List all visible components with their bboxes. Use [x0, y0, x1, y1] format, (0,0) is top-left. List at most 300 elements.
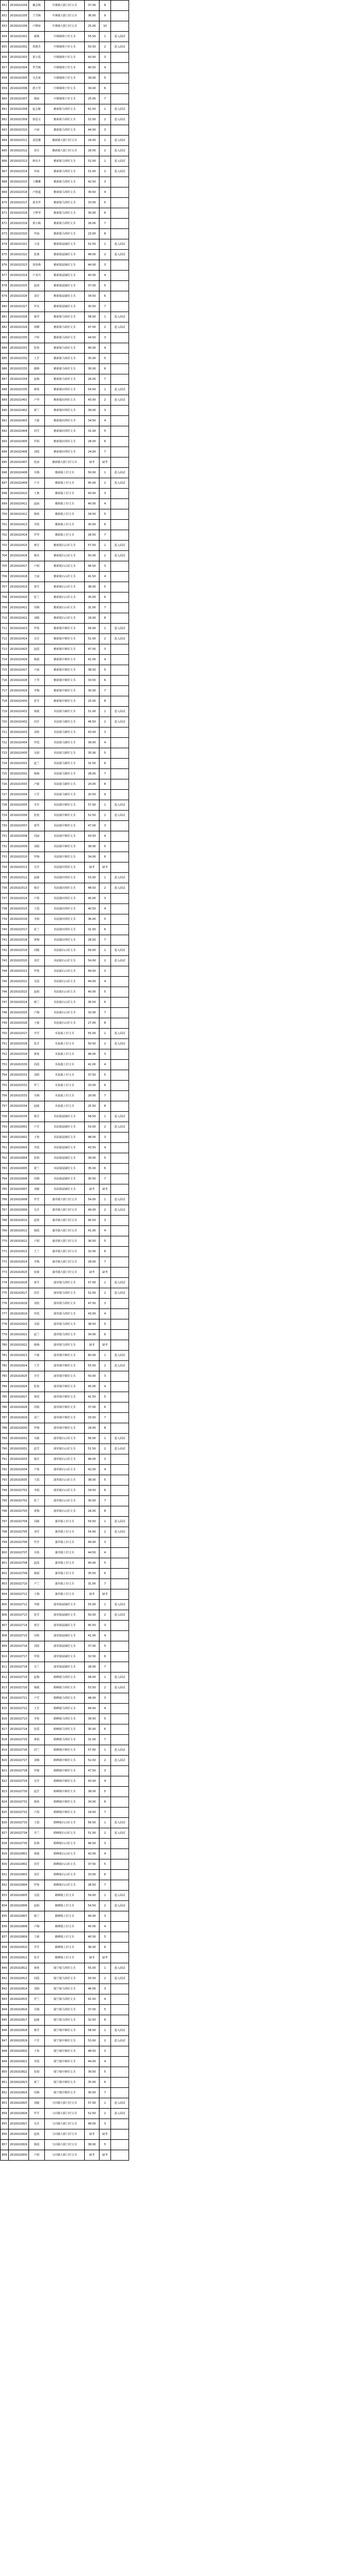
written-score-cell: 48.00: [85, 2119, 100, 2129]
rank-cell: 1: [100, 1195, 111, 1205]
position-name-cell: 乌玛镇大阳门村文书: [45, 2129, 85, 2140]
written-score-cell: 58.00: [85, 312, 100, 322]
written-score-cell: 50.00: [85, 551, 100, 561]
row-number-cell: 700: [1, 509, 9, 520]
row-number-cell: 723: [1, 748, 9, 759]
table-row: [1, 457, 129, 468]
row-number-cell: 809: [1, 1641, 9, 1652]
exam-number-cell: 2019102714: [9, 1621, 29, 1631]
rank-cell: 3: [100, 1216, 111, 1226]
written-score-cell: 50.00: [85, 1371, 100, 1382]
exam-number-cell: 2019102411: [9, 499, 29, 509]
exam-number-cell: 2019102730: [9, 1787, 29, 1797]
rank-cell: 6: [100, 1569, 111, 1579]
row-number-cell: 757: [1, 1101, 9, 1112]
table-row: [1, 2109, 129, 2119]
rank-cell: 6: [100, 1164, 111, 1174]
remark-cell: 进入面试: [111, 624, 129, 634]
remark-cell: [111, 509, 129, 520]
position-name-cell: 雅新镇石山村文书: [45, 603, 85, 613]
rank-cell: 3: [100, 1299, 111, 1309]
position-name-cell: 镇宁镇中寨村文书: [45, 2078, 85, 2088]
written-score-cell: 33.50: [85, 1413, 100, 1423]
table-row: [1, 11, 129, 21]
exam-number-cell: 2019102415: [9, 541, 29, 551]
rank-cell: 2: [100, 42, 111, 52]
position-name-cell: 蒲草镇马坝村文书: [45, 1319, 85, 1330]
written-score-cell: 36.50: [85, 1236, 100, 1247]
remark-cell: [111, 1984, 129, 1994]
position-name-cell: 雅新镇马坝村文书: [45, 208, 85, 219]
written-score-cell: 42.00: [85, 1465, 100, 1475]
row-number-cell: 758: [1, 1112, 9, 1122]
position-name-cell: 禾驮镇田坝村文书: [45, 904, 85, 914]
written-score-cell: 55.00: [85, 1963, 100, 1974]
written-score-cell: 36.00: [85, 914, 100, 925]
exam-number-cell: 2019102319: [9, 219, 29, 229]
remark-cell: [111, 831, 129, 842]
exam-number-cell: 2019102502: [9, 769, 29, 779]
position-name-cell: 禾驮镇马寨村文书: [45, 790, 85, 800]
remark-cell: [111, 1496, 129, 1506]
candidate-name-cell: 杨梅: [29, 1340, 45, 1351]
rank-cell: 2: [100, 1683, 111, 1693]
remark-cell: [111, 852, 129, 862]
row-number-cell: 793: [1, 1475, 9, 1486]
exam-number-cell: 2019102305: [9, 73, 29, 84]
exam-number-cell: 2019102510: [9, 852, 29, 862]
remark-cell: [111, 655, 129, 665]
remark-cell: [111, 520, 129, 530]
exam-number-cell: 2019102507: [9, 821, 29, 831]
remark-cell: [111, 914, 129, 925]
table-row: [1, 1569, 129, 1579]
remark-cell: [111, 1475, 129, 1486]
exam-number-cell: 2019102423: [9, 624, 29, 634]
remark-cell: [111, 1070, 129, 1081]
rank-cell: 3: [100, 1839, 111, 1849]
exam-number-cell: 2019102625: [9, 1371, 29, 1382]
table-row: [1, 1714, 129, 1724]
rank-cell: 1: [100, 707, 111, 717]
position-name-cell: 蒲草镇石山村文书: [45, 1444, 85, 1454]
position-name-cell: 雅新镇翁铺村文书: [45, 250, 85, 260]
row-number-cell: 817: [1, 1724, 9, 1735]
exam-number-cell: 2019102735: [9, 1839, 29, 1849]
position-name-cell: 禾驮镇田坝村文书: [45, 873, 85, 883]
written-score-cell: 57.00: [85, 2098, 100, 2109]
written-score-cell: 44.00: [85, 1704, 100, 1714]
row-number-cell: 732: [1, 842, 9, 852]
candidate-name-cell: 王艳: [29, 2046, 45, 2057]
position-name-cell: 雅新镇翁铺村文书: [45, 260, 85, 271]
rank-cell: 3: [100, 1911, 111, 1922]
exam-number-cell: 2019102628: [9, 1403, 29, 1413]
written-score-cell: 32.50: [85, 2015, 100, 2026]
table-row: [1, 1423, 129, 1434]
table-row: [1, 2088, 129, 2098]
rank-cell: 7: [100, 1880, 111, 1891]
written-score-cell: 34.00: [85, 852, 100, 862]
written-score-cell: 51.00: [85, 634, 100, 644]
row-number-cell: 715: [1, 665, 9, 676]
remark-cell: 进入面试: [111, 1039, 129, 1049]
candidate-name-cell: 张敏: [29, 1268, 45, 1278]
candidate-name-cell: 罗芳: [29, 1538, 45, 1548]
exam-number-cell: 2019102417: [9, 561, 29, 572]
row-number-cell: 823: [1, 1787, 9, 1797]
candidate-name-cell: 张霞: [29, 1724, 45, 1735]
written-score-cell: 35.00: [85, 1164, 100, 1174]
rank-cell: 8: [100, 1506, 111, 1517]
rank-cell: 7: [100, 769, 111, 779]
remark-cell: [111, 302, 129, 312]
exam-number-cell: 2019102514: [9, 894, 29, 904]
row-number-cell: 848: [1, 2046, 9, 2057]
candidate-name-cell: 赵雨: [29, 281, 45, 291]
table-row: [1, 1932, 129, 1943]
rank-cell: 2: [100, 956, 111, 966]
exam-number-cell: 2019102635: [9, 1475, 29, 1486]
position-name-cell: 禾驮镇马寨村文书: [45, 759, 85, 769]
rank-cell: 缺考: [100, 2129, 111, 2140]
position-name-cell: 禾驮镇石山村文书: [45, 1018, 85, 1029]
exam-number-cell: 2019102302: [9, 42, 29, 52]
exam-number-cell: 2019102802: [9, 1859, 29, 1870]
row-number-cell: 784: [1, 1382, 9, 1392]
row-number-cell: 858: [1, 2150, 9, 2161]
rank-cell: 1: [100, 1891, 111, 1901]
remark-cell: [111, 1413, 129, 1423]
table-row: [1, 1818, 129, 1828]
written-score-cell: 51.00: [85, 1828, 100, 1839]
position-name-cell: 镇宁镇马坝村文书: [45, 2015, 85, 2026]
written-score-cell: 59.00: [85, 946, 100, 956]
candidate-name-cell: 周娟: [29, 1403, 45, 1413]
rank-cell: 4: [100, 416, 111, 426]
remark-cell: [111, 1569, 129, 1579]
candidate-name-cell: 刘兰: [29, 1413, 45, 1423]
candidate-name-cell: 李梅: [29, 1257, 45, 1268]
row-number-cell: 821: [1, 1766, 9, 1776]
written-score-cell: 57.50: [85, 541, 100, 551]
written-score-cell: 45.50: [85, 1621, 100, 1631]
rank-cell: 缺考: [100, 1589, 111, 1600]
remark-cell: 进入面试: [111, 1434, 129, 1444]
written-score-cell: 29.00: [85, 1423, 100, 1434]
written-score-cell: 37.00: [85, 1641, 100, 1652]
table-row: [1, 354, 129, 364]
rank-cell: 5: [100, 2067, 111, 2078]
candidate-name-cell: 赵娟: [29, 1901, 45, 1911]
table-row: [1, 167, 129, 177]
row-number-cell: 678: [1, 281, 9, 291]
exam-number-cell: 2019102522: [9, 977, 29, 987]
written-score-cell: 52.50: [85, 2109, 100, 2119]
row-number-cell: 720: [1, 717, 9, 727]
rank-cell: 7: [100, 530, 111, 541]
remark-cell: 进入面试: [111, 883, 129, 894]
exam-number-cell: 2019102434: [9, 738, 29, 748]
table-row: [1, 779, 129, 790]
remark-cell: 进入面试: [111, 1683, 129, 1693]
rank-cell: 6: [100, 592, 111, 603]
table-row: [1, 582, 129, 592]
written-score-cell: 55.00: [85, 1600, 100, 1610]
written-score-cell: 39.00: [85, 406, 100, 416]
exam-number-cell: 2019102307: [9, 94, 29, 104]
candidate-name-cell: 卢雪: [29, 1693, 45, 1704]
rank-cell: 2: [100, 1205, 111, 1216]
written-score-cell: 30.50: [85, 302, 100, 312]
exam-number-cell: 2019102827: [9, 2119, 29, 2129]
remark-cell: 进入面试: [111, 1444, 129, 1454]
row-number-cell: 753: [1, 1060, 9, 1070]
remark-cell: [111, 1299, 129, 1309]
written-score-cell: 36.00: [85, 11, 100, 21]
table-row: [1, 1434, 129, 1444]
remark-cell: [111, 1693, 129, 1704]
position-name-cell: 禾驮镇中寨村文书: [45, 842, 85, 852]
rank-cell: 4: [100, 63, 111, 73]
rank-cell: 4: [100, 1704, 111, 1714]
remark-cell: [111, 94, 129, 104]
rank-cell: 4: [100, 1465, 111, 1475]
table-row: [1, 1641, 129, 1652]
exam-number-cell: 2019102416: [9, 551, 29, 561]
rank-cell: 1: [100, 239, 111, 250]
position-name-cell: 蒲草镇石山村文书: [45, 1434, 85, 1444]
position-name-cell: 雅新镇翁铺村文书: [45, 291, 85, 302]
position-name-cell: 雅新镇中寨村文书: [45, 634, 85, 644]
position-name-cell: 鹤峰镇马坝村文书: [45, 1673, 85, 1683]
rank-cell: 缺考: [100, 2150, 111, 2161]
remark-cell: 进入面试: [111, 946, 129, 956]
written-score-cell: 43.00: [85, 1309, 100, 1319]
row-number-cell: 669: [1, 187, 9, 198]
remark-cell: [111, 1776, 129, 1787]
position-name-cell: 蒲草镇上村文书: [45, 1517, 85, 1527]
remark-cell: [111, 1454, 129, 1465]
rank-cell: 5: [100, 1558, 111, 1569]
remark-cell: [111, 63, 129, 73]
rank-cell: 7: [100, 1735, 111, 1745]
rank-cell: 缺考: [100, 862, 111, 873]
candidate-name-cell: 杨霞: [29, 2140, 45, 2150]
candidate-name-cell: 周梅: [29, 2088, 45, 2098]
position-name-cell: 禾驮镇田坝村文书: [45, 883, 85, 894]
remark-cell: [111, 1922, 129, 1932]
row-number-cell: 673: [1, 229, 9, 239]
rank-cell: 5: [100, 2005, 111, 2015]
table-row: [1, 696, 129, 707]
rank-cell: 5: [100, 1319, 111, 1330]
exam-number-cell: 2019102312: [9, 146, 29, 156]
table-row: [1, 1278, 129, 1288]
exam-number-cell: 2019102518: [9, 935, 29, 946]
position-name-cell: 雅新镇中寨村文书: [45, 644, 85, 655]
exam-number-cell: 2019102403: [9, 416, 29, 426]
candidate-name-cell: 王兰: [29, 1247, 45, 1257]
remark-cell: 进入面试: [111, 1745, 129, 1756]
rank-cell: 3: [100, 1984, 111, 1994]
remark-cell: [111, 2088, 129, 2098]
remark-cell: [111, 177, 129, 187]
row-number-cell: 847: [1, 2036, 9, 2046]
written-score-cell: 25.00: [85, 94, 100, 104]
candidate-name-cell: 张芳: [29, 1039, 45, 1049]
remark-cell: [111, 1132, 129, 1143]
rank-cell: 3: [100, 644, 111, 655]
position-name-cell: 蒲草镇大阳门村文书: [45, 1195, 85, 1205]
exam-number-cell: 2019102818: [9, 2026, 29, 2036]
remark-cell: [111, 406, 129, 416]
written-score-cell: 48.00: [85, 1693, 100, 1704]
row-number-cell: 677: [1, 271, 9, 281]
table-row: [1, 1506, 129, 1517]
written-score-cell: 57.00: [85, 1278, 100, 1288]
table-row: [1, 727, 129, 738]
written-score-cell: 40.00: [85, 343, 100, 354]
position-name-cell: 鹤峰镇中寨村文书: [45, 1756, 85, 1766]
exam-number-cell: 2019102533: [9, 1091, 29, 1101]
exam-number-cell: 2019102722: [9, 1704, 29, 1714]
row-number-cell: 771: [1, 1247, 9, 1257]
rank-cell: 7: [100, 219, 111, 229]
table-row: [1, 717, 129, 727]
row-number-cell: 750: [1, 1029, 9, 1039]
rank-cell: 5: [100, 426, 111, 437]
written-score-cell: 28.50: [85, 530, 100, 541]
table-row: [1, 769, 129, 779]
table-row: [1, 1548, 129, 1558]
row-number-cell: 704: [1, 551, 9, 561]
remark-cell: 进入面试: [111, 1122, 129, 1132]
position-name-cell: 雅新镇上村文书: [45, 499, 85, 509]
exam-number-cell: 2019102820: [9, 2046, 29, 2057]
position-name-cell: 禾驮镇石山村文书: [45, 997, 85, 1008]
candidate-name-cell: 杨艳: [29, 509, 45, 520]
remark-cell: [111, 862, 129, 873]
written-score-cell: 41.50: [85, 1392, 100, 1403]
exam-number-cell: 2019102506: [9, 811, 29, 821]
position-name-cell: 雅新镇马场村文书: [45, 374, 85, 385]
candidate-name-cell: 罗美: [29, 302, 45, 312]
rank-cell: 1: [100, 1351, 111, 1361]
row-number-cell: 850: [1, 2067, 9, 2078]
row-number-cell: 766: [1, 1195, 9, 1205]
rank-cell: 4: [100, 271, 111, 281]
exam-number-cell: 2019102706: [9, 1538, 29, 1548]
candidate-name-cell: 杨梅: [29, 769, 45, 779]
candidate-name-cell: 刘霞: [29, 1641, 45, 1652]
row-number-cell: 692: [1, 426, 9, 437]
candidate-name-cell: 胡柳: [29, 322, 45, 333]
row-number-cell: 851: [1, 2078, 9, 2088]
written-score-cell: 28.50: [85, 935, 100, 946]
row-number-cell: 816: [1, 1714, 9, 1724]
exam-number-cell: 2019102619: [9, 1309, 29, 1319]
written-score-cell: 37.00: [85, 2005, 100, 2015]
table-row: [1, 374, 129, 385]
row-number-cell: 776: [1, 1299, 9, 1309]
row-number-cell: 662: [1, 115, 9, 125]
candidate-name-cell: 谢美: [29, 551, 45, 561]
candidate-name-cell: 赵雪: [29, 1444, 45, 1454]
table-row: [1, 1756, 129, 1766]
remark-cell: 进入面试: [111, 1527, 129, 1538]
row-number-cell: 764: [1, 1174, 9, 1184]
row-number-cell: 739: [1, 914, 9, 925]
row-number-cell: 674: [1, 239, 9, 250]
exam-number-cell: 2019102829: [9, 2140, 29, 2150]
row-number-cell: 681: [1, 312, 9, 322]
rank-cell: 7: [100, 603, 111, 613]
row-number-cell: 775: [1, 1288, 9, 1299]
written-score-cell: 43.00: [85, 489, 100, 499]
table-row: [1, 1870, 129, 1880]
table-row: [1, 2129, 129, 2140]
rank-cell: 10: [100, 21, 111, 32]
exam-number-cell: 2019102712: [9, 1600, 29, 1610]
exam-number-cell: 2019102624: [9, 1361, 29, 1371]
candidate-name-cell: 王芳: [29, 1704, 45, 1714]
table-row: [1, 1299, 129, 1309]
remark-cell: [111, 1081, 129, 1091]
row-number-cell: 710: [1, 613, 9, 624]
row-number-cell: 802: [1, 1569, 9, 1579]
row-number-cell: 740: [1, 925, 9, 935]
position-name-cell: 禾驮镇上村文书: [45, 1070, 85, 1081]
position-name-cell: 中寨镇纳子村文书: [45, 42, 85, 52]
written-score-cell: 54.00: [85, 385, 100, 395]
position-name-cell: 蒲草镇中寨村文书: [45, 1382, 85, 1392]
table-row: [1, 229, 129, 239]
position-name-cell: 雅新镇石山村文书: [45, 572, 85, 582]
written-score-cell: 40.50: [85, 904, 100, 914]
table-row: [1, 821, 129, 831]
exam-number-cell: 2019102819: [9, 2036, 29, 2046]
exam-number-cell: 2019102324: [9, 271, 29, 281]
table-row: [1, 312, 129, 322]
candidate-name-cell: 卢艳超: [29, 187, 45, 198]
table-row: [1, 509, 129, 520]
row-number-cell: 824: [1, 1797, 9, 1808]
position-name-cell: 中寨镇纳子村文书: [45, 84, 85, 94]
written-score-cell: 缺考: [85, 1268, 100, 1278]
table-row: [1, 198, 129, 208]
remark-cell: [111, 1662, 129, 1673]
rank-cell: 6: [100, 2078, 111, 2088]
candidate-name-cell: 黄兰: [29, 406, 45, 416]
position-name-cell: 雅新镇中寨村文书: [45, 665, 85, 676]
remark-cell: 进入面试: [111, 1901, 129, 1911]
candidate-name-cell: 蒋东升: [29, 156, 45, 167]
row-number-cell: 722: [1, 738, 9, 748]
exam-number-cell: 2019102515: [9, 904, 29, 914]
written-score-cell: 30.50: [85, 1174, 100, 1184]
rank-cell: 4: [100, 1226, 111, 1236]
row-number-cell: 685: [1, 354, 9, 364]
candidate-name-cell: 罗丽: [29, 167, 45, 177]
exam-number-cell: 2019102523: [9, 987, 29, 997]
row-number-cell: 676: [1, 260, 9, 271]
row-number-cell: 828: [1, 1839, 9, 1849]
rank-cell: 7: [100, 447, 111, 457]
row-number-cell: 734: [1, 862, 9, 873]
row-number-cell: 663: [1, 125, 9, 136]
exam-number-cell: 2019102204: [9, 1, 29, 11]
